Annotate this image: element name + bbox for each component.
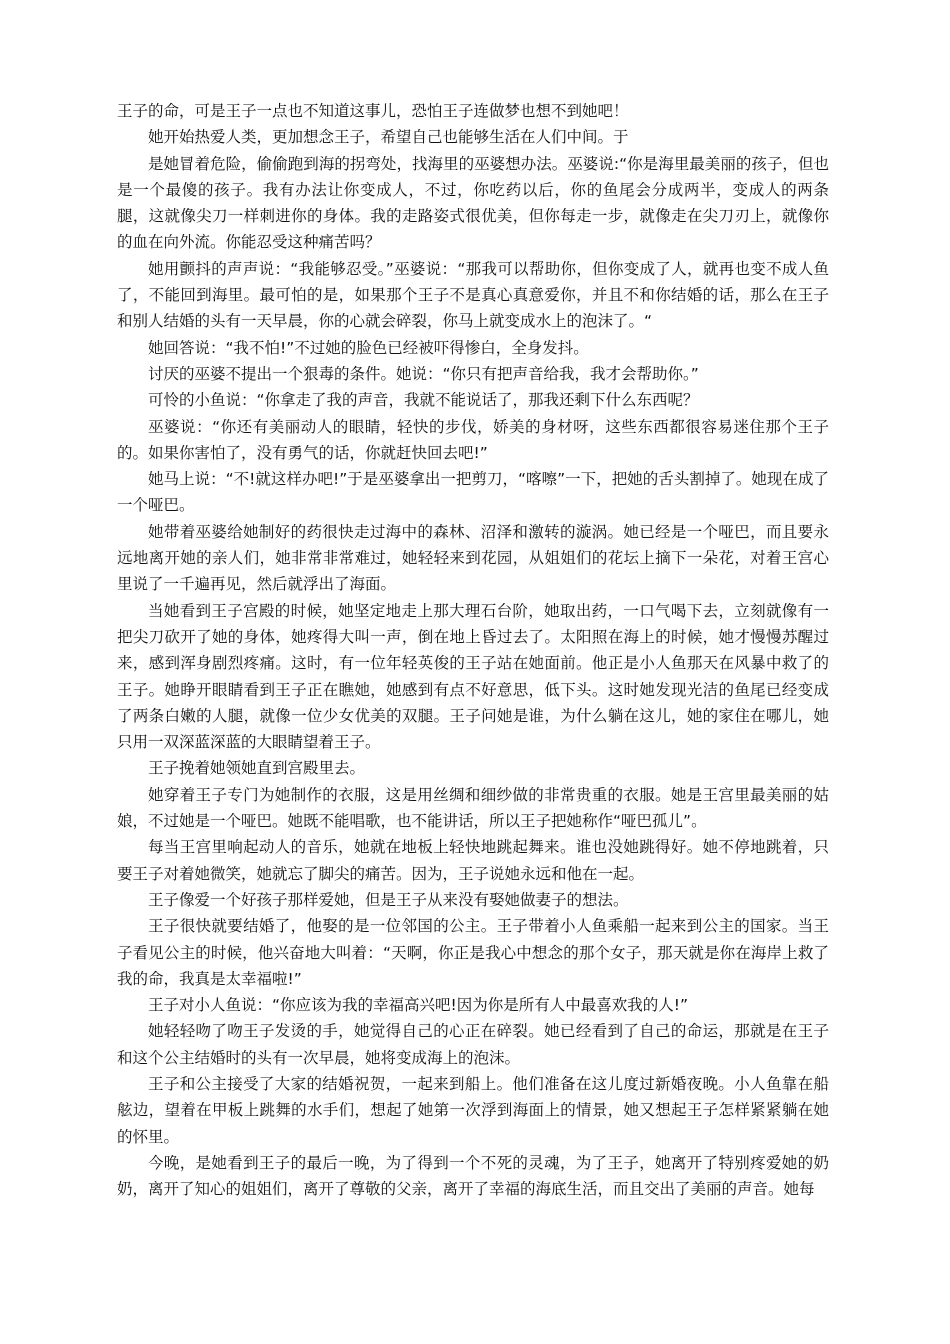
paragraph: 王子像爱一个好孩子那样爱她，但是王子从来没有娶她做妻子的想法。 [148, 890, 629, 909]
paragraph: 当她看到王子宫殿的时候，她坚定地走上那大理石台阶，她取出药，一口气喝下去，立刻就像有一把尖刀砍开了她的身体，她疼得大叫一声，倒在地上昏过去了。太阳照在海上的时候，她才慢慢苏醒过来，感到浑身剧烈疼痛。这时，有一位年轻英俊的王子站在她面前。他正是小人鱼那天在风暴中救了的王子。她睁开眼睛看到王子正在瞧她，她感到有点不好意思，低下头。这时她发现光洁的鱼尾已经变成了两条白嫩的人腿，就像一位少女优美的双腿。王子问她是谁，为什么躺在这儿，她的家住在哪儿，她只用一双深蓝深蓝的大眼睛望着王子。 [117, 601, 829, 752]
paragraph: 她用颤抖的声声说：“我能够忍受。”巫婆说：“那我可以帮助你，但你变成了人，就再也变不成人鱼了，不能回到海里。最可怕的是，如果那个王子不是真心真意爱你，并且不和你结婚的话，那么在王子和别人结婚的头有一天早晨，你的心就会碎裂，你马上就变成水上的泡沫了。“ [117, 259, 829, 331]
paragraph: 王子很快就要结婚了，他娶的是一位邻国的公主。王子带着小人鱼乘船一起来到公主的国家。当王子看见公主的时候，他兴奋地大叫着：“天啊，你正是我心中想念的那个女子，那天就是你在海岸上救了我的命，我真是太幸福啦!” [117, 917, 829, 988]
paragraph: 王子挽着她领她直到宫殿里去。 [148, 759, 366, 778]
paragraph: 她穿着王子专门为她制作的衣服，这是用丝绸和细纱做的非常贵重的衣服。她是王宫里最美丽的姑娘，不过她是一个哑巴。她既不能唱歌，也不能讲话，所以王子把她称作“哑巴孤儿”。 [117, 785, 829, 831]
paragraph: 巫婆说：“你还有美丽动人的眼睛，轻快的步伐，娇美的身材呀，这些东西都很容易迷住那个王子的。如果你害怕了，没有勇气的话，你就赶快回去吧!” [117, 417, 829, 462]
paragraph: 王子和公主接受了大家的结婚祝贺，一起来到船上。他们准备在这儿度过新婚夜晚。小人鱼靠在船舷边，望着在甲板上跳舞的水手们，想起了她第一次浮到海面上的情景，她又想起王子怎样紧紧躺在她的怀里。 [117, 1074, 829, 1146]
paragraph: 她马上说：“不!就这样办吧!”于是巫婆拿出一把剪刀，“喀嚓”一下，把她的舌头割掉了。她现在成了一个哑巴。 [117, 470, 829, 515]
paragraph: 她轻轻吻了吻王子发烫的手，她觉得自己的心正在碎裂。她已经看到了自己的命运，那就是在王子和这个公主结婚时的头有一次早晨，她将变成海上的泡沫。 [117, 1022, 829, 1067]
paragraph: 可怜的小鱼说：“你拿走了我的声音，我就不能说话了，那我还剩下什么东西呢？ [148, 391, 699, 410]
paragraph: 每当王宫里响起动人的音乐，她就在地板上轻快地跳起舞来。谁也没她跳得好。她不停地跳着，只要王子对着她微笑，她就忘了脚尖的痛苦。因为，王子说她永远和他在一起。 [117, 838, 829, 883]
paragraph: 她开始热爱人类，更加想念王子，希望自己也能够生活在人们中间。于 [148, 128, 629, 147]
paragraph: 她带着巫婆给她制好的药很快走过海中的森林、沼泽和激转的漩涡。她已经是一个哑巴，而且要永远地离开她的亲人们，她非常非常难过，她轻轻来到花园，从姐姐们的花坛上摘下一朵花，对着王宫心里说了一千遍再见，然后就浮出了海面。 [117, 522, 829, 594]
paragraph: 今晚，是她看到王子的最后一晚，为了得到一个不死的灵魂，为了王子，她离开了特别疼爱她的奶奶，离开了知心的姐姐们，离开了尊敬的父亲，离开了幸福的海底生活，而且交出了美丽的声音。她每 [117, 1153, 829, 1199]
paragraph: 她回答说：“我不怕!”不过她的脸色已经被吓得惨白，全身发抖。 [148, 338, 589, 357]
paragraph: 王子对小人鱼说：“你应该为我的幸福高兴吧!因为你是所有人中最喜欢我的人!” [148, 996, 688, 1015]
paragraph: 讨厌的巫婆不提出一个狠毒的条件。她说：“你只有把声音给我，我才会帮助你。” [148, 364, 699, 383]
paragraph: 王子的命，可是王子一点也不知道这事儿，恐怕王子连做梦也想不到她吧！ [117, 102, 629, 120]
story-text [117, 98, 829, 1202]
paragraph: 是她冒着危险，偷偷跑到海的拐弯处，找海里的巫婆想办法。巫婆说:“你是海里最美丽的孩子，但也是一个最傻的孩子。我有办法让你变成人，不过，你吃药以后，你的鱼尾会分成两半，变成人的两条腿，这就像尖刀一样刺进你的身体。我的走路姿式很优美，但你每走一步，就像走在尖刀刃上，就像你的血在向外流。你能忍受这种痛苦吗？ [117, 154, 829, 252]
